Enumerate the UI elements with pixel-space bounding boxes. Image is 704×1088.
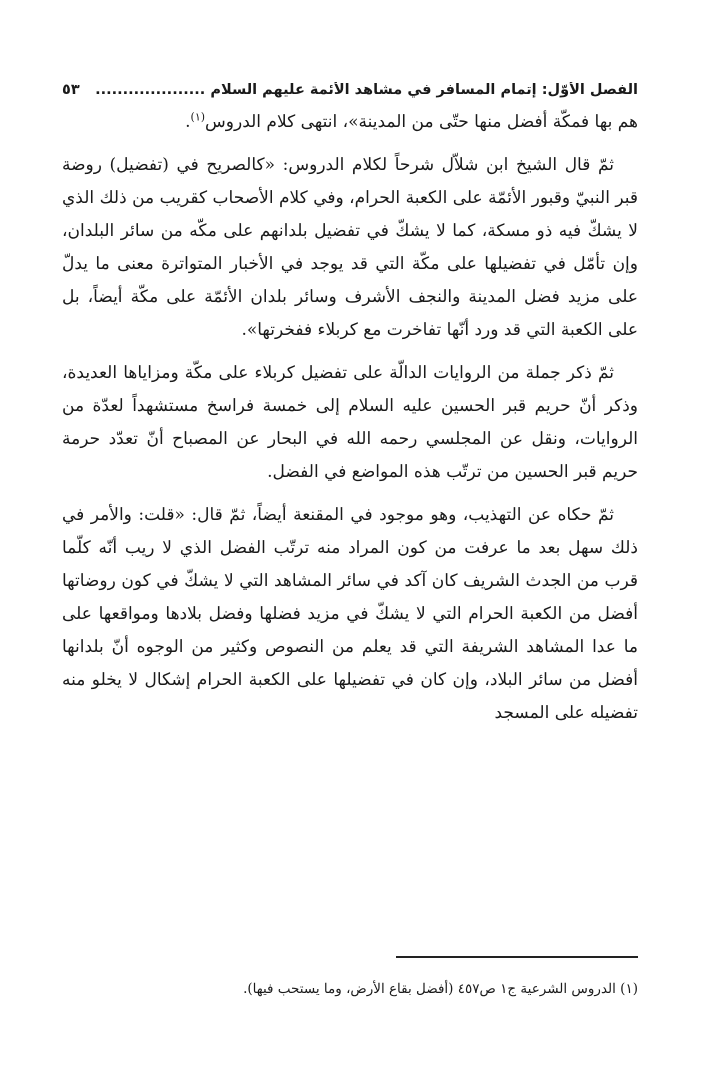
running-header	[62, 82, 638, 106]
header-title: الفصل الأوّل: إتمام المسافر في مشاهد الأئمة عليهم السلام ....................	[95, 82, 638, 98]
book-page	[62, 82, 638, 1042]
paragraph: ثمّ ذكر جملة من الروايات الدالّة على تفضيل كربلاء على مكّة ومزاياها العديدة، وذكر أنّ حريم قبر الحسين عليه السلام إلى خمسة فراسخ مستشهداً لعدّة من الروايات، ونقل عن المجلسي رحمه الله في البحار عن المصباح أنّ تعدّد حرمة حريم قبر الحسين من ترتّب هذه المواضع في الفضل.	[62, 363, 638, 482]
paragraph-continuation: هم بها فمكّة أفضل منها حتّى من المدينة»، انتهى كلام الدروس$^{(١)}$.	[185, 110, 638, 132]
footnote-ref[interactable]: (١)	[190, 110, 206, 124]
footnote-separator	[396, 956, 638, 958]
header-dots: ....................	[95, 82, 206, 98]
footnote: (١) الدروس الشرعية ج١ ص٤٥٧ (أفضل بقاع الأرض، وما يستحب فيها).	[243, 981, 638, 997]
paragraph: ثمّ حكاه عن التهذيب، وهو موجود في المقنعة أيضاً، ثمّ قال: «قلت: والأمر في ذلك سهل بعد ما عرفت من كون المراد منه ترتّب الفضل الذي لا ريب أنّه كلّما قرب من الجدث الشريف كان آكد في سائر المشاهد التي لا يشكّ في كون روضاتها أفضل من الكعبة الحرام التي لا يشكّ في مزيد فضلها وفضل بلادها ومواقعها على ما عدا المشاهد الشريفة التي قد يعلم من النصوص وكثير من الوجوه أنّ بلدانها أفضل من سائر البلاد، وإن كان في تفضيلها على الكعبة الحرام إشكال لا يخلو منه تفضيله على المسجد	[62, 505, 638, 723]
paragraph: ثمّ قال الشيخ ابن شلاّل شرحاً لكلام الدروس: «كالصريح في (تفضيل) روضة قبر النبيّ وقبور الأئمّة على الكعبة الحرام، وفي كلام الأصحاب كقريب من ذلك الذي لا يشكّ فيه ذو مسكة، كما لا يشكّ في تفضيل بلدانهم على مكّه من سائر البلدان، وإن تأمّل في تفضيلها على مكّة التي قد يوجد في الأخبار المتواترة معنى ما يدلّ على مزيد فضل المدينة والنجف الأشرف وسائر بلدان الأئمّة على مكّة أيضاً، بل على الكعبة التي قد ورد أنّها تفاخرت مع كربلاء ففخرتها».	[62, 155, 638, 340]
page-body	[62, 106, 638, 730]
page-number: ٥٣	[62, 82, 80, 98]
